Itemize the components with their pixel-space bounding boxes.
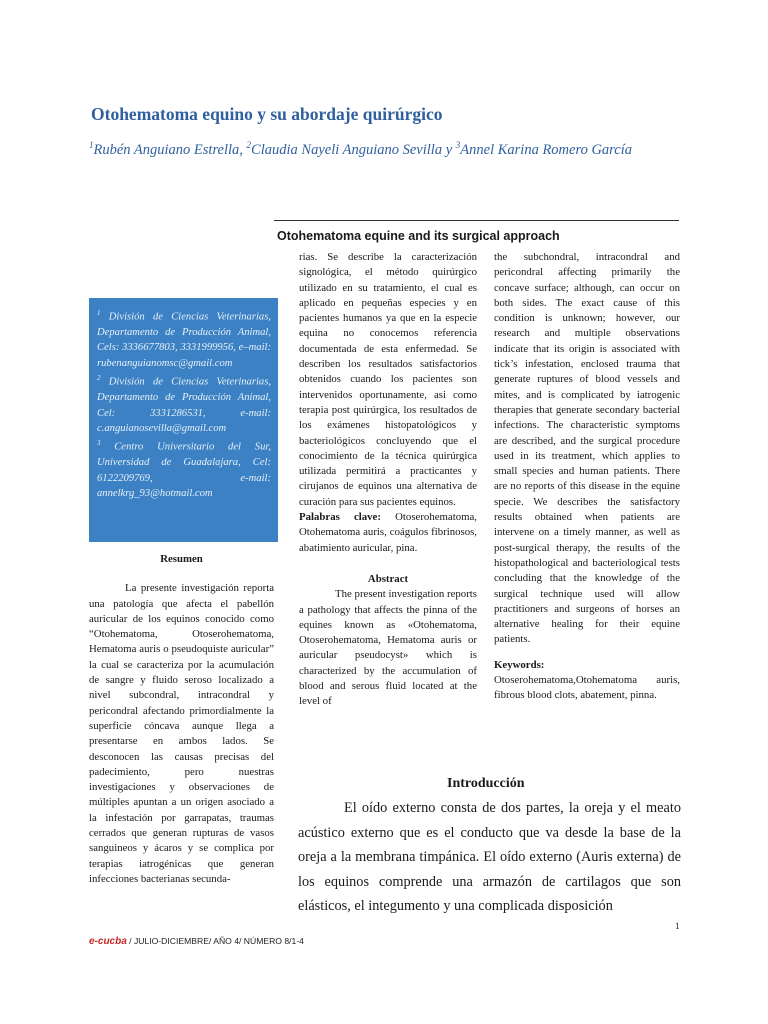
journal-issue-info: / JULIO-DICIEMBRE/ AÑO 4/ NÚMERO 8/1-4 [126,936,304,946]
article-title: Otohematoma equino y su abordaje quirúrgico [91,104,443,124]
author-3: Annel Karina Romero García [460,141,632,158]
affiliation-1 [97,306,271,371]
affiliation-1-number: 1 [97,309,101,317]
author-1: Rubén Anguiano Estrella, [93,141,247,158]
author-2: Claudia Nayeli Anguiano Sevilla y [251,141,456,158]
affiliation-3-number: 3 [97,439,101,448]
introduccion-section [298,796,681,919]
title-divider [274,220,679,221]
introduccion-heading: Introducción [447,776,525,791]
resumen-body: La presente investigación reporta una patología que afecta el pabellón auricular de los equinos conocido como “Otohematoma, Otoserohematoma, Hematoma auris o pseudoquiste auricular” la cual se caracteriza por la acumulación de sangre y fluido seroso localizado a nivel subcondral, intracondral y pericondral afectando primordialmente la superficie cóncava aunque llega a presentarse en ambos lados. Se desconocen las causas precisas del padecimiento, pero nuestras investigaciones y observaciones de múltiples apuntan a un origen asociado a la infestación por garrapatas, traumas cerrados que generan rupturas de vasos sanguineos y ácaros y se complica por terapias iatrogénicas que generan infecciones bacterianas secunda- [89,582,274,885]
column-middle [299,250,477,710]
resumen-heading: Resumen [160,553,203,565]
affiliation-2 [97,371,271,436]
abstract-body: The present investigation reports a pathology that affects the pinna of the equines known as «Otohematoma, Otoserohematoma, Hematoma auris or auricular pseudocyst» which is characterized by the accumulation of blood and serous fluid located at the level of [299,588,477,708]
affiliation-2-text: División de Ciencias Veterinarias, Departamento de Producción Animal, Cel: 3331286531, e-mail: c.anguianosevilla@gmail.com [97,376,271,434]
author-1-number: 1 [89,140,94,150]
introduccion-body: El oído externo consta de dos partes, la oreja y el meato acústico externo que es el conducto que va desde la base de la oreja a la membrana timpánica. El oído externo (Auris externa) de los equinos comprende una armazón de cartilagos que son elásticos, el integumento y una complicada disposición [298,800,681,914]
resumen-keywords-label: Palabras clave: [299,511,381,524]
journal-footer [89,936,304,947]
journal-brand-logo: e-cucba [89,936,127,947]
affiliation-2-number: 2 [97,374,101,383]
page-number: 1 [675,921,680,931]
affiliation-3 [97,436,271,501]
resumen-keywords [299,510,477,556]
abstract-heading: Abstract [367,572,409,585]
author-line [89,140,632,159]
resumen-keywords-text: Otoserohematoma, Otohematoma auris, coágulos fibrinosos, abatimiento auricular, pina. [299,511,477,554]
affiliation-3-text: Centro Universitario del Sur, Universidad de Guadalajara, Cel: 6122209769, e-mail: annelkrg_93@hotmail.com [97,441,271,500]
abstract-continued: the subchondral, intracondral and pericondral affecting primarily the concave surface; although, can occur on both sides. The exact cause of this condition is unknown; however, our research and multiple observations indicate that its origin is associated with tick’s infestation, enclosed trauma that generate ruptures of blood vessels and mites, and is complicated by iatrogenic therapies that generate secondary bacterial infections. The characteristic symptoms are described, and the surgical procedure used in its treatment, which applies to small species and human patients. There are no reports of this disease in the equine specie. We describes the satisfactory results obtained when patients are intervene on a timely manner, as well as post-surgical therapy, the results of the histopathological and bacteriological tests concluding that the knowledge of the surgical technique used will allow practitioners and surgeons of horses an alternative healing for their equine patients. [494,251,680,646]
author-3-number: 3 [455,140,461,150]
affiliations-box [89,298,278,542]
abstract-keywords [494,658,680,704]
column-right [494,250,680,704]
column-left [89,552,274,887]
affiliation-1-text: División de Ciencias Veterinarias, Departamento de Producción Animal, Cels: 3336677803, 3331999956, e–mail: rubenanguianomsc@gmail.com [97,311,271,369]
abstract-keywords-text: Otoserohematoma,Otohematoma auris, fibrous blood clots, abatement, pinna. [494,674,680,702]
abstract-keywords-label: Keywords: [494,658,545,671]
english-title: Otohematoma equine and its surgical approach [277,229,560,243]
author-2-number: 2 [246,140,252,150]
resumen-continued: rias. Se describe la caracterización signológica, el método quirúrgico utilizado en su tratamiento, el cual es aplicado en pequeñas especies y en pacientes humanos ya que en la especie equina no conocemos referencia documentada de esta enfermedad. Se describen los resultados satisfactorios obtenidos cuando los pacientes son intervenidos oportunamente, asi como terapia post quirúrgica, los resultados de los exámenes histopatológicos y bacteriológicos concluyendo que el conocimiento de la técnica quirúrgica utilizada permitirá a practicantes y cirujanos de equinos una alternativa de curación para sus pacientes equinos. [299,251,477,508]
